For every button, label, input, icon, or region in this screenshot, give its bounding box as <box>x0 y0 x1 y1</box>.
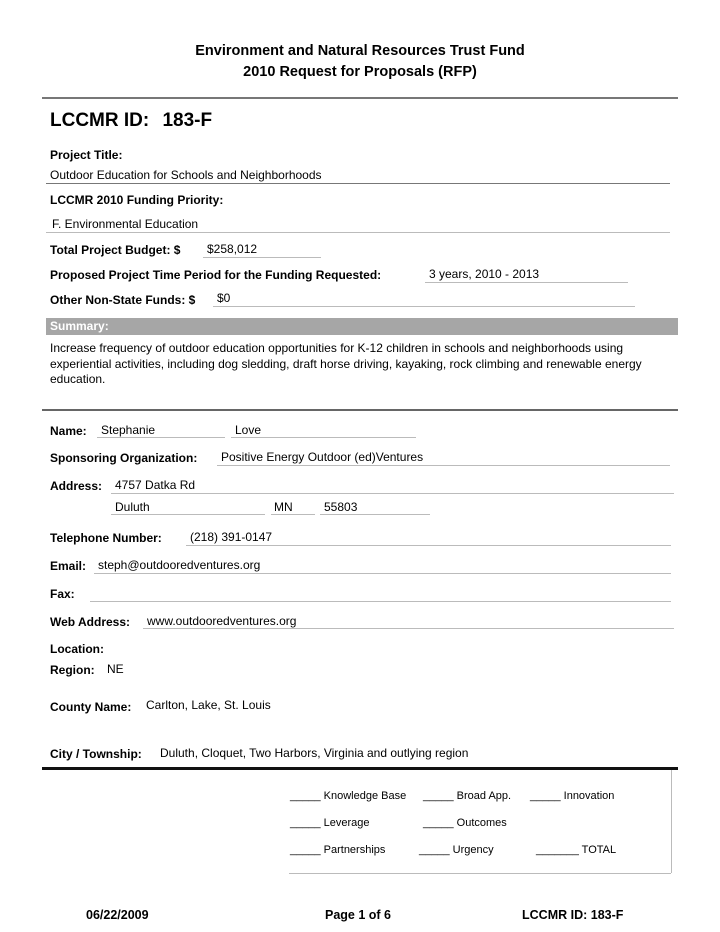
county-label: County Name: <box>50 700 132 714</box>
header-divider <box>42 97 678 99</box>
score-total: _______ TOTAL <box>536 844 617 856</box>
state-underline <box>271 514 315 515</box>
budget-underline <box>203 257 321 258</box>
time-period-value: 3 years, 2010 - 2013 <box>429 267 540 281</box>
sponsoring-org-value: Positive Energy Outdoor (ed)Ventures <box>221 450 424 464</box>
form-header-title: Environment and Natural Resources Trust Fund <box>195 43 525 59</box>
funding-priority-underline <box>46 232 670 233</box>
last-name-underline <box>231 437 416 438</box>
first-name-value: Stephanie <box>101 423 156 437</box>
state-value: MN <box>274 500 293 514</box>
budget-value: $258,012 <box>207 242 258 256</box>
lccmr-id-value: 183-F <box>162 110 213 131</box>
city-township-label: City / Township: <box>50 747 142 761</box>
telephone-label: Telephone Number: <box>50 531 162 545</box>
region-value: NE <box>107 662 124 676</box>
score-outcomes: _____ Outcomes <box>423 817 507 829</box>
location-divider <box>42 767 678 770</box>
email-underline <box>94 573 671 574</box>
county-value: Carlton, Lake, St. Louis <box>146 698 271 712</box>
street-underline <box>111 493 674 494</box>
street-value: 4757 Datka Rd <box>115 478 196 492</box>
city-township-value: Duluth, Cloquet, Two Harbors, Virginia and outlying region <box>160 746 469 760</box>
funding-priority-label: LCCMR 2010 Funding Priority: <box>50 193 224 207</box>
last-name-value: Love <box>235 423 262 437</box>
scoring-box-right-border <box>671 770 672 873</box>
project-title-label: Project Title: <box>50 148 123 162</box>
summary-text: Increase frequency of outdoor education opportunities for K-12 children in schools and neighborhoods using experiential activities, including dog sledding, draft horse driving, kayaking, rock climbing and renewable energy education. <box>50 341 642 386</box>
zip-value: 55803 <box>324 500 358 514</box>
sponsoring-org-underline <box>217 465 670 466</box>
score-urgency: _____ Urgency <box>419 844 494 856</box>
summary-heading-bar: Summary: <box>46 318 678 335</box>
score-leverage: _____ Leverage <box>290 817 370 829</box>
telephone-value: (218) 391-0147 <box>190 530 273 544</box>
email-value: steph@outdooredventures.org <box>98 558 261 572</box>
form-header-subtitle: 2010 Request for Proposals (RFP) <box>243 64 477 80</box>
summary-divider <box>42 409 678 411</box>
region-label: Region: <box>50 663 95 677</box>
email-label: Email: <box>50 559 87 573</box>
time-period-underline <box>425 282 628 283</box>
project-title-value: Outdoor Education for Schools and Neighborhoods <box>50 168 322 182</box>
lccmr-id-label: LCCMR ID: <box>50 110 150 131</box>
non-state-funds-label: Other Non-State Funds: $ <box>50 293 196 307</box>
score-knowledge-base: _____ Knowledge Base <box>290 790 407 802</box>
web-address-underline <box>143 628 674 629</box>
first-name-underline <box>97 437 225 438</box>
footer-date: 06/22/2009 <box>86 908 149 922</box>
name-label: Name: <box>50 424 87 438</box>
location-label: Location: <box>50 642 104 656</box>
project-title-underline <box>46 183 670 184</box>
web-address-label: Web Address: <box>50 615 131 629</box>
non-state-funds-value: $0 <box>217 291 231 305</box>
budget-label: Total Project Budget: $ <box>50 243 181 257</box>
lccmr-id-heading <box>50 110 212 132</box>
score-partnerships: _____ Partnerships <box>290 844 386 856</box>
footer-page-number: Page 1 of 6 <box>325 908 391 922</box>
funding-priority-value: F. Environmental Education <box>52 217 199 231</box>
fax-label: Fax: <box>50 587 75 601</box>
city-value: Duluth <box>115 500 150 514</box>
score-innovation: _____ Innovation <box>530 790 615 802</box>
city-underline <box>111 514 265 515</box>
fax-underline <box>90 601 671 602</box>
score-broad-app: _____ Broad App. <box>423 790 512 802</box>
zip-underline <box>320 514 430 515</box>
address-label: Address: <box>50 479 103 493</box>
non-state-funds-underline <box>213 306 635 307</box>
telephone-underline <box>186 545 671 546</box>
sponsoring-org-label: Sponsoring Organization: <box>50 451 198 465</box>
footer-lccmr-id: LCCMR ID: 183-F <box>522 908 624 922</box>
time-period-label: Proposed Project Time Period for the Funding Requested: <box>50 268 382 282</box>
web-address-value: www.outdooredventures.org <box>147 614 297 628</box>
scoring-box-bottom-border <box>289 873 671 874</box>
